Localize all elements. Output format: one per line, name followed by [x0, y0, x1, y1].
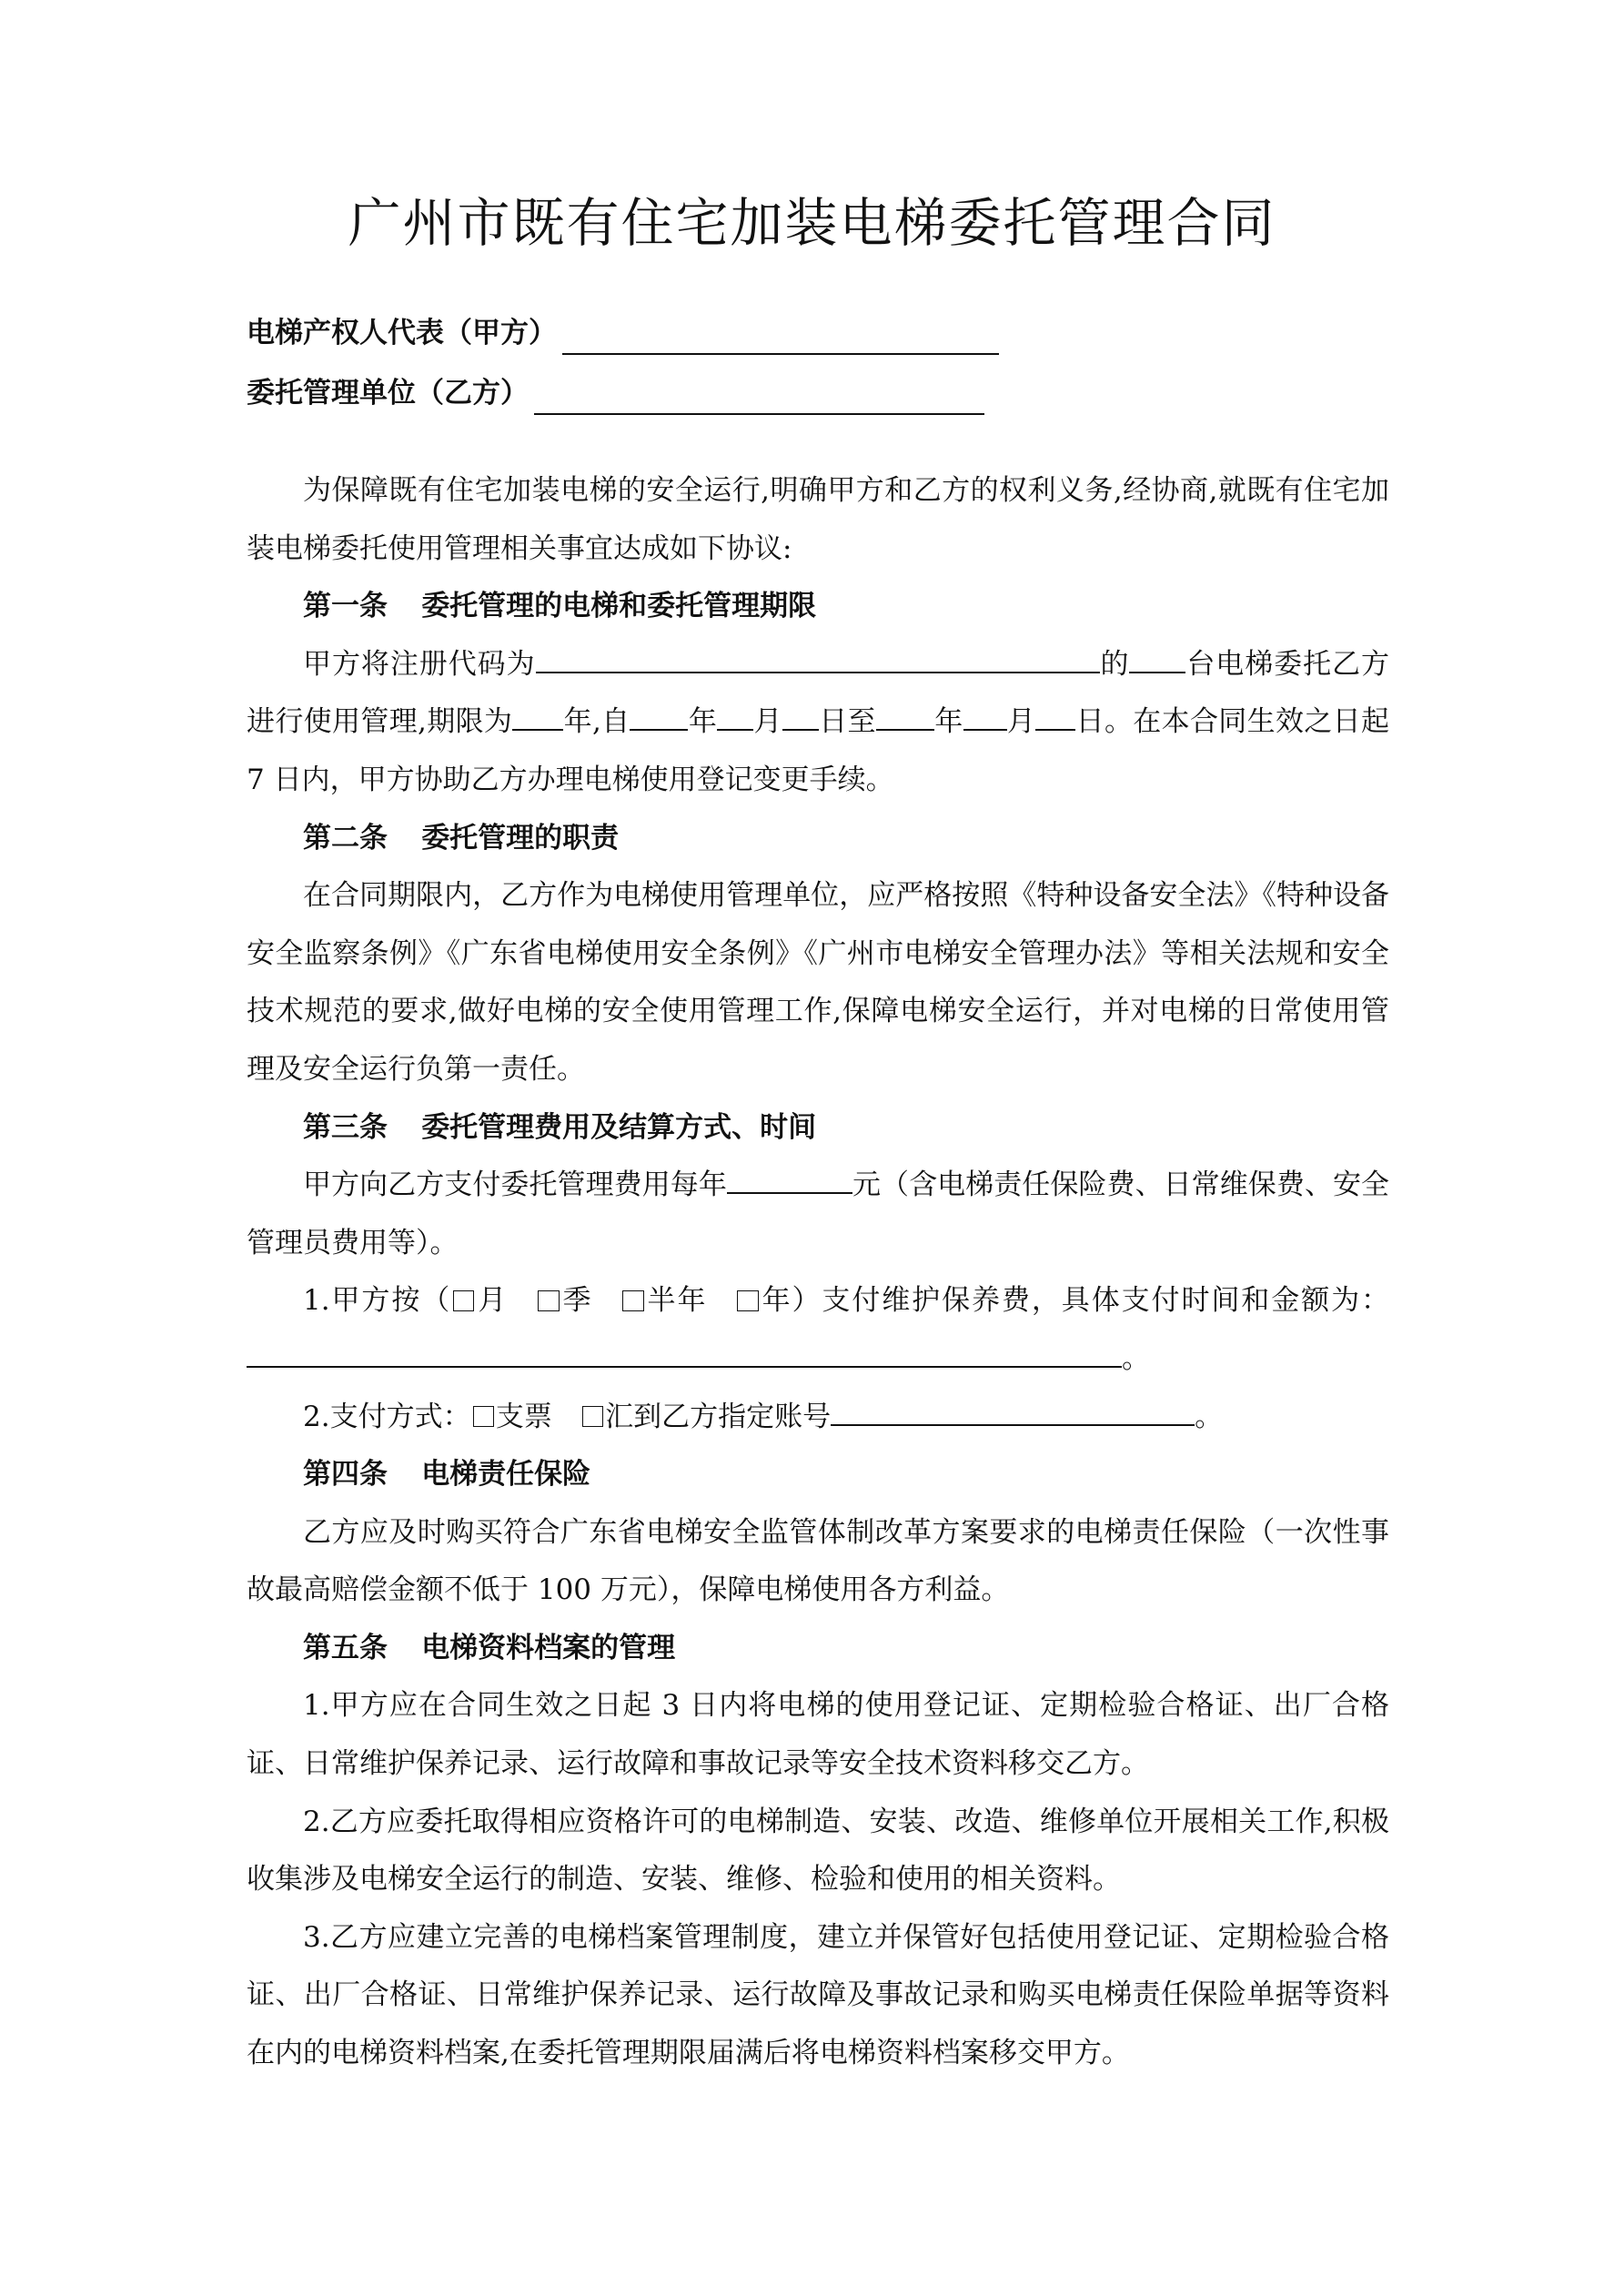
text: 甲方向乙方支付委托管理费用每年: [303, 1168, 727, 1202]
registration-code-blank: [536, 642, 1100, 673]
checkbox-half-year[interactable]: [622, 1290, 643, 1311]
article-5-item-1: 1.甲方应在合同生效之日起 3 日内将电梯的使用登记证、定期检验合格证、出厂合格证、日常维护保养记录、运行故障和事故记录等安全技术资料移交乙方。: [247, 1689, 1389, 1781]
end-year-blank: [876, 700, 934, 732]
article-5-title: 电梯资料档案的管理: [421, 1631, 676, 1664]
article-5-item-3: 3.乙方应建立完善的电梯档案管理制度，建立并保管好包括使用登记证、定期检验合格证、出厂合格证、日常维护保养记录、运行故障及事故记录和购买电梯责任保险单据等资料在内的电梯资料档案,在委托管理期限届满后将电梯资料档案移交甲方。: [247, 1920, 1389, 2070]
text: 日。在本合同生效之日起 7 日内，甲方协助乙方办理电梯使用登记变更手续。: [247, 705, 1390, 796]
article-1-heading: [247, 578, 1389, 636]
article-4-heading: [247, 1446, 1389, 1504]
text: 月: [753, 705, 782, 739]
article-3-item-2: [247, 1389, 1389, 1447]
start-day-blank: [782, 700, 819, 732]
article-2-number: 第二条: [303, 821, 388, 855]
term-years-blank: [512, 700, 563, 732]
text: 。: [1195, 1400, 1224, 1433]
text: 月: [1006, 705, 1036, 739]
text: 年: [933, 705, 963, 739]
article-1-paragraph: [247, 636, 1389, 810]
start-year-blank: [630, 700, 688, 732]
article-3-number: 第三条: [303, 1110, 388, 1144]
party-a-line: [247, 311, 999, 355]
text: 日至: [818, 705, 876, 739]
article-1-title: 委托管理的电梯和委托管理期限: [421, 590, 817, 623]
party-a-blank: [562, 322, 999, 355]
article-2-paragraph: 在合同期限内，乙方作为电梯使用管理单位，应严格按照《特种设备安全法》《特种设备安全监察条例》《广东省电梯使用安全条例》《广州市电梯安全管理办法》等相关法规和安全技术规范的要求,做好电梯的安全使用管理工作,保障电梯安全运行，并对电梯的日常使用管理及安全运行负第一责任。: [247, 879, 1389, 1086]
option-half-year-label: 半年: [645, 1284, 708, 1318]
text: 。: [1122, 1341, 1150, 1375]
payment-time-amount-blank: [247, 1336, 1122, 1368]
text: 的: [1099, 647, 1130, 681]
text: 台电梯委托乙方进行使用管理,期限为: [247, 647, 1390, 739]
checkbox-year[interactable]: [737, 1290, 758, 1311]
article-5-number: 第五条: [303, 1631, 388, 1664]
article-3-heading: [247, 1099, 1389, 1158]
text: 2.支付方式：: [303, 1400, 471, 1433]
end-month-blank: [963, 700, 1007, 732]
article-1-number: 第一条: [303, 590, 388, 623]
article-5-heading: [247, 1620, 1389, 1678]
article-5-item-2: 2.乙方应委托取得相应资格许可的电梯制造、安装、改造、维修单位开展相关工作,积极收集涉及电梯安全运行的制造、安装、维修、检验和使用的相关资料。: [247, 1805, 1389, 1896]
party-a-label: 电梯产权人代表（甲方）: [247, 317, 557, 349]
start-month-blank: [717, 700, 753, 732]
account-number-blank: [831, 1394, 1195, 1426]
contract-body: [247, 462, 1389, 2083]
page-title: 广州市既有住宅加装电梯委托管理合同: [348, 192, 1276, 254]
text: 年: [688, 705, 718, 739]
article-3-title: 委托管理费用及结算方式、时间: [421, 1110, 817, 1144]
annual-fee-blank: [727, 1163, 852, 1195]
party-b-blank: [534, 382, 984, 415]
article-4-paragraph: 乙方应及时购买符合广东省电梯安全监管体制改革方案要求的电梯责任保险（一次性事故最高赔偿金额不低于 100 万元），保障电梯使用各方利益。: [247, 1515, 1389, 1607]
article-3-item-1: [247, 1272, 1389, 1388]
article-2-title: 委托管理的职责: [421, 821, 620, 855]
option-cheque-label: 支票: [495, 1400, 552, 1433]
article-4-number: 第四条: [303, 1458, 388, 1492]
article-2-heading: [247, 810, 1389, 868]
text: ）支付维护保养费，具体支付时间和金额为：: [792, 1284, 1389, 1318]
elevator-count-blank: [1129, 642, 1185, 673]
text: 甲方将注册代码为: [303, 647, 536, 681]
article-3-paragraph: [247, 1157, 1389, 1272]
text: 1.甲方按（: [303, 1284, 452, 1318]
text: 年,自: [563, 705, 630, 739]
article-4-title: 电梯责任保险: [421, 1458, 591, 1492]
party-b-line: [247, 371, 984, 415]
option-season-label: 季: [560, 1284, 593, 1318]
text: 元（含电梯责任保险费、日常维保费、安全管理员费用等）。: [247, 1168, 1390, 1259]
option-year-label: 年: [760, 1284, 792, 1318]
checkbox-month[interactable]: [453, 1290, 474, 1311]
party-b-label: 委托管理单位（乙方）: [247, 377, 529, 410]
intro-paragraph: 为保障既有住宅加装电梯的安全运行,明确甲方和乙方的权利义务,经协商,就既有住宅加装电梯委托使用管理相关事宜达成如下协议:: [247, 474, 1389, 565]
checkbox-cheque[interactable]: [473, 1406, 494, 1427]
option-transfer-label: 汇到乙方指定账号: [605, 1400, 832, 1433]
checkbox-season[interactable]: [538, 1290, 559, 1311]
checkbox-transfer[interactable]: [582, 1406, 603, 1427]
option-month-label: 月: [476, 1284, 509, 1318]
end-day-blank: [1035, 700, 1075, 732]
